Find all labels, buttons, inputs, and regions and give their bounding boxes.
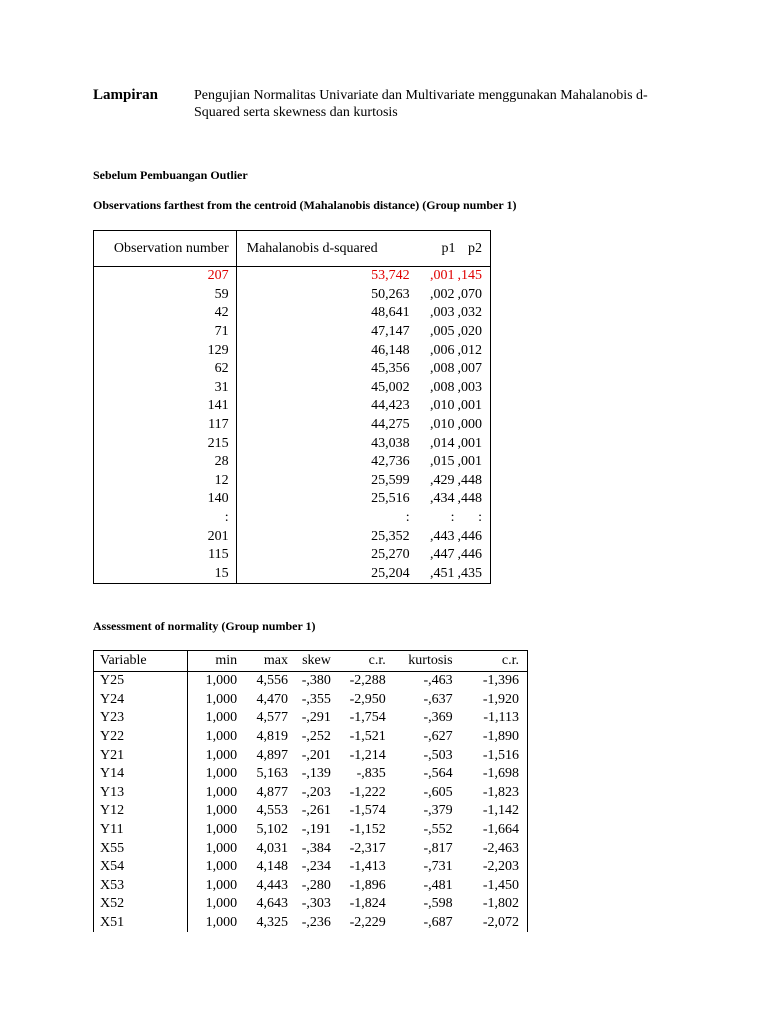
skew-value: -,201 xyxy=(301,747,331,763)
normality-table-title: Assessment of normality (Group number 1) xyxy=(93,619,316,633)
table-row xyxy=(94,858,528,877)
p2-value: ,012 xyxy=(457,342,482,358)
table-row xyxy=(94,453,491,472)
column-header-skew: skew xyxy=(289,651,332,672)
kurtosis-cr-value: -1,802 xyxy=(482,896,519,912)
observation-number: 201 xyxy=(94,527,237,546)
p1-value: ,010 xyxy=(429,398,455,414)
mahalanobis-table-title: Observations farthest from the centroid (Mahalanobis distance) (Group number 1) xyxy=(93,198,517,212)
kurtosis-value: -,731 xyxy=(423,859,453,875)
min-value: 1,000 xyxy=(205,673,238,689)
table-row xyxy=(94,379,491,398)
variable-name: Y21 xyxy=(94,746,188,765)
skew-cr-value: -2,317 xyxy=(349,840,386,856)
kurtosis-cr-value: -1,113 xyxy=(483,710,519,726)
skew-value: -,191 xyxy=(301,822,331,838)
variable-name: Y25 xyxy=(94,672,188,691)
table-row xyxy=(94,527,491,546)
variable-name: Y22 xyxy=(94,728,188,747)
skew-value: -,355 xyxy=(301,691,331,707)
variable-name: X55 xyxy=(94,839,188,858)
kurtosis-cr-value: -1,890 xyxy=(482,729,519,745)
min-value: 1,000 xyxy=(205,747,238,763)
table-row xyxy=(94,509,491,528)
table-row xyxy=(94,472,491,491)
table-row xyxy=(94,323,491,342)
skew-value: -,234 xyxy=(301,859,331,875)
max-value: 4,148 xyxy=(256,859,288,875)
d-squared-value: 53,742 xyxy=(371,268,410,284)
skew-value: -,384 xyxy=(301,840,331,856)
min-value: 1,000 xyxy=(205,859,238,875)
max-value: 5,102 xyxy=(256,822,288,838)
variable-name: X52 xyxy=(94,895,188,914)
min-value: 1,000 xyxy=(205,877,238,893)
table-row xyxy=(94,895,528,914)
kurtosis-cr-value: -1,516 xyxy=(482,747,519,763)
table-row xyxy=(94,709,528,728)
observation-number: 129 xyxy=(94,341,237,360)
table-header-row xyxy=(94,651,528,672)
skew-cr-value: -1,896 xyxy=(349,877,386,893)
skew-cr-value: -1,222 xyxy=(349,784,386,800)
observation-number: 42 xyxy=(94,304,237,323)
max-value: 5,163 xyxy=(256,766,288,782)
column-header-skew-cr: c.r. xyxy=(332,651,387,672)
table-row xyxy=(94,877,528,896)
max-value: 4,556 xyxy=(256,673,288,689)
observation-number: 31 xyxy=(94,379,237,398)
min-value: 1,000 xyxy=(205,784,238,800)
mahalanobis-table xyxy=(93,230,491,584)
table-row xyxy=(94,360,491,379)
skew-value: -,291 xyxy=(301,710,331,726)
min-value: 1,000 xyxy=(205,896,238,912)
max-value: 4,643 xyxy=(256,896,288,912)
p2-value: ,446 xyxy=(457,547,482,563)
normality-table xyxy=(93,650,528,932)
d-squared-value: 50,263 xyxy=(371,286,410,302)
kurtosis-cr-value: -2,463 xyxy=(482,840,519,856)
p1-value: ,005 xyxy=(429,324,455,340)
d-squared-value: 25,516 xyxy=(371,491,410,507)
observation-number: 28 xyxy=(94,453,237,472)
kurtosis-value: -,369 xyxy=(423,710,453,726)
table-row xyxy=(94,286,491,305)
kurtosis-value: -,552 xyxy=(423,822,453,838)
kurtosis-cr-value: -1,664 xyxy=(482,822,519,838)
p1-value: ,014 xyxy=(429,435,455,451)
column-header-observation: Observation number xyxy=(94,231,237,267)
table-row xyxy=(94,728,528,747)
d-squared-value: 46,148 xyxy=(371,342,410,358)
d-squared-value: 25,270 xyxy=(371,547,410,563)
table-row xyxy=(94,416,491,435)
observation-number: 140 xyxy=(94,490,237,509)
min-value: 1,000 xyxy=(205,803,238,819)
p1-value: ,429 xyxy=(429,472,455,488)
skew-cr-value: -2,950 xyxy=(349,691,386,707)
p2-value: ,003 xyxy=(457,379,482,395)
table-row xyxy=(94,341,491,360)
kurtosis-cr-value: -2,203 xyxy=(482,859,519,875)
kurtosis-cr-value: -1,142 xyxy=(482,803,519,819)
observation-number: 117 xyxy=(94,416,237,435)
observation-number: 207 xyxy=(94,267,237,286)
max-value: 4,877 xyxy=(256,784,288,800)
table-row xyxy=(94,914,528,933)
kurtosis-value: -,463 xyxy=(423,673,453,689)
p1-value: ,447 xyxy=(429,547,455,563)
p1-value: ,003 xyxy=(429,305,455,321)
p2-value: ,001 xyxy=(457,398,482,414)
skew-value: -,280 xyxy=(301,877,331,893)
kurtosis-value: -,605 xyxy=(423,784,453,800)
min-value: 1,000 xyxy=(205,840,238,856)
p1-value: ,443 xyxy=(429,528,455,544)
column-header-kurtosis-cr: c.r. xyxy=(454,651,528,672)
min-value: 1,000 xyxy=(205,822,238,838)
observation-number: 115 xyxy=(94,546,237,565)
variable-name: X51 xyxy=(94,914,188,933)
table-row xyxy=(94,267,491,286)
skew-cr-value: -1,574 xyxy=(349,803,386,819)
kurtosis-value: -,503 xyxy=(423,747,453,763)
table-row xyxy=(94,490,491,509)
p1-value: ,010 xyxy=(429,417,455,433)
table-row xyxy=(94,765,528,784)
observation-number: 141 xyxy=(94,397,237,416)
observation-number: 71 xyxy=(94,323,237,342)
p2-value: ,435 xyxy=(457,565,482,581)
table-row xyxy=(94,746,528,765)
observation-number: 62 xyxy=(94,360,237,379)
table-row xyxy=(94,821,528,840)
kurtosis-cr-value: -1,450 xyxy=(482,877,519,893)
skew-value: -,236 xyxy=(301,915,331,931)
kurtosis-value: -,627 xyxy=(423,729,453,745)
column-header-p1: p1 xyxy=(412,231,456,267)
p2-value: ,448 xyxy=(457,491,482,507)
variable-name: Y23 xyxy=(94,709,188,728)
max-value: 4,897 xyxy=(256,747,288,763)
d-squared-value: 45,356 xyxy=(371,361,410,377)
table-row xyxy=(94,672,528,691)
observation-number: 59 xyxy=(94,286,237,305)
p2-value: : xyxy=(478,510,482,526)
table-row xyxy=(94,397,491,416)
appendix-description: Pengujian Normalitas Univariate dan Multivariate menggunakan Mahalanobis d-Squared serta skewness dan kurtosis xyxy=(194,88,648,120)
d-squared-value: 25,599 xyxy=(371,472,410,488)
kurtosis-value: -,564 xyxy=(423,766,453,782)
column-header-kurtosis: kurtosis xyxy=(387,651,454,672)
skew-cr-value: -2,229 xyxy=(349,915,386,931)
table-row xyxy=(94,839,528,858)
appendix-label: Lampiran xyxy=(93,87,159,103)
max-value: 4,819 xyxy=(256,729,288,745)
p1-value: ,006 xyxy=(429,342,455,358)
p1-value: ,002 xyxy=(429,286,455,302)
variable-name: X53 xyxy=(94,877,188,896)
p2-value: ,000 xyxy=(457,417,482,433)
p2-value: ,007 xyxy=(457,361,482,377)
observation-number: 12 xyxy=(94,472,237,491)
variable-name: Y14 xyxy=(94,765,188,784)
min-value: 1,000 xyxy=(205,729,238,745)
p2-value: ,020 xyxy=(457,324,482,340)
kurtosis-cr-value: -1,920 xyxy=(482,691,519,707)
column-header-variable: Variable xyxy=(94,651,188,672)
p1-value: ,001 xyxy=(429,268,455,284)
variable-name: Y24 xyxy=(94,691,188,710)
skew-value: -,252 xyxy=(301,729,331,745)
p1-value: ,008 xyxy=(429,361,455,377)
d-squared-value: : xyxy=(405,510,410,526)
max-value: 4,031 xyxy=(256,840,288,856)
d-squared-value: 48,641 xyxy=(371,305,410,321)
skew-value: -,261 xyxy=(301,803,331,819)
observation-number: : xyxy=(94,509,237,528)
kurtosis-value: -,481 xyxy=(423,877,453,893)
skew-cr-value: -1,824 xyxy=(349,896,386,912)
d-squared-value: 45,002 xyxy=(371,379,410,395)
kurtosis-cr-value: -1,823 xyxy=(482,784,519,800)
column-header-d-squared: Mahalanobis d-squared xyxy=(236,231,411,267)
d-squared-value: 25,204 xyxy=(371,565,410,581)
kurtosis-cr-value: -1,396 xyxy=(482,673,519,689)
column-header-min: min xyxy=(187,651,238,672)
skew-cr-value: -1,214 xyxy=(349,747,386,763)
p2-value: ,145 xyxy=(457,268,482,284)
skew-cr-value: -1,521 xyxy=(349,729,386,745)
kurtosis-value: -,637 xyxy=(423,691,453,707)
d-squared-value: 42,736 xyxy=(371,454,410,470)
p1-value: ,008 xyxy=(429,379,455,395)
max-value: 4,553 xyxy=(256,803,288,819)
section-title: Sebelum Pembuangan Outlier xyxy=(93,168,248,182)
d-squared-value: 43,038 xyxy=(371,435,410,451)
skew-cr-value: -,835 xyxy=(356,766,386,782)
p1-value: ,434 xyxy=(429,491,455,507)
p2-value: ,446 xyxy=(457,528,482,544)
skew-cr-value: -2,288 xyxy=(349,673,386,689)
p2-value: ,032 xyxy=(457,305,482,321)
d-squared-value: 44,275 xyxy=(371,417,410,433)
skew-value: -,303 xyxy=(301,896,331,912)
p2-value: ,001 xyxy=(457,454,482,470)
p1-value: ,451 xyxy=(429,565,455,581)
table-row xyxy=(94,546,491,565)
table-row xyxy=(94,784,528,803)
p2-value: ,001 xyxy=(457,435,482,451)
max-value: 4,325 xyxy=(256,915,288,931)
skew-value: -,203 xyxy=(301,784,331,800)
observation-number: 15 xyxy=(94,565,237,584)
d-squared-value: 44,423 xyxy=(371,398,410,414)
d-squared-value: 47,147 xyxy=(371,324,410,340)
table-row xyxy=(94,304,491,323)
kurtosis-cr-value: -1,698 xyxy=(482,766,519,782)
p1-value: ,015 xyxy=(429,454,455,470)
table-row xyxy=(94,691,528,710)
observation-number: 215 xyxy=(94,434,237,453)
kurtosis-value: -,687 xyxy=(423,915,453,931)
max-value: 4,470 xyxy=(256,691,288,707)
column-header-p2: p2 xyxy=(455,231,490,267)
kurtosis-value: -,598 xyxy=(423,896,453,912)
table-row xyxy=(94,434,491,453)
d-squared-value: 25,352 xyxy=(371,528,410,544)
table-row xyxy=(94,802,528,821)
skew-value: -,380 xyxy=(301,673,331,689)
variable-name: Y13 xyxy=(94,784,188,803)
min-value: 1,000 xyxy=(205,710,238,726)
p2-value: ,070 xyxy=(457,286,482,302)
column-header-max: max xyxy=(238,651,289,672)
skew-cr-value: -1,152 xyxy=(349,822,386,838)
variable-name: Y12 xyxy=(94,802,188,821)
table-header-row xyxy=(94,231,491,267)
min-value: 1,000 xyxy=(205,915,238,931)
max-value: 4,443 xyxy=(256,877,288,893)
min-value: 1,000 xyxy=(205,766,238,782)
table-row xyxy=(94,565,491,584)
kurtosis-cr-value: -2,072 xyxy=(482,915,519,931)
variable-name: Y11 xyxy=(94,821,188,840)
skew-cr-value: -1,754 xyxy=(349,710,386,726)
kurtosis-value: -,817 xyxy=(423,840,453,856)
min-value: 1,000 xyxy=(205,691,238,707)
p1-value: : xyxy=(450,510,455,526)
variable-name: X54 xyxy=(94,858,188,877)
skew-cr-value: -1,413 xyxy=(349,859,386,875)
max-value: 4,577 xyxy=(256,710,288,726)
skew-value: -,139 xyxy=(301,766,331,782)
kurtosis-value: -,379 xyxy=(423,803,453,819)
p2-value: ,448 xyxy=(457,472,482,488)
